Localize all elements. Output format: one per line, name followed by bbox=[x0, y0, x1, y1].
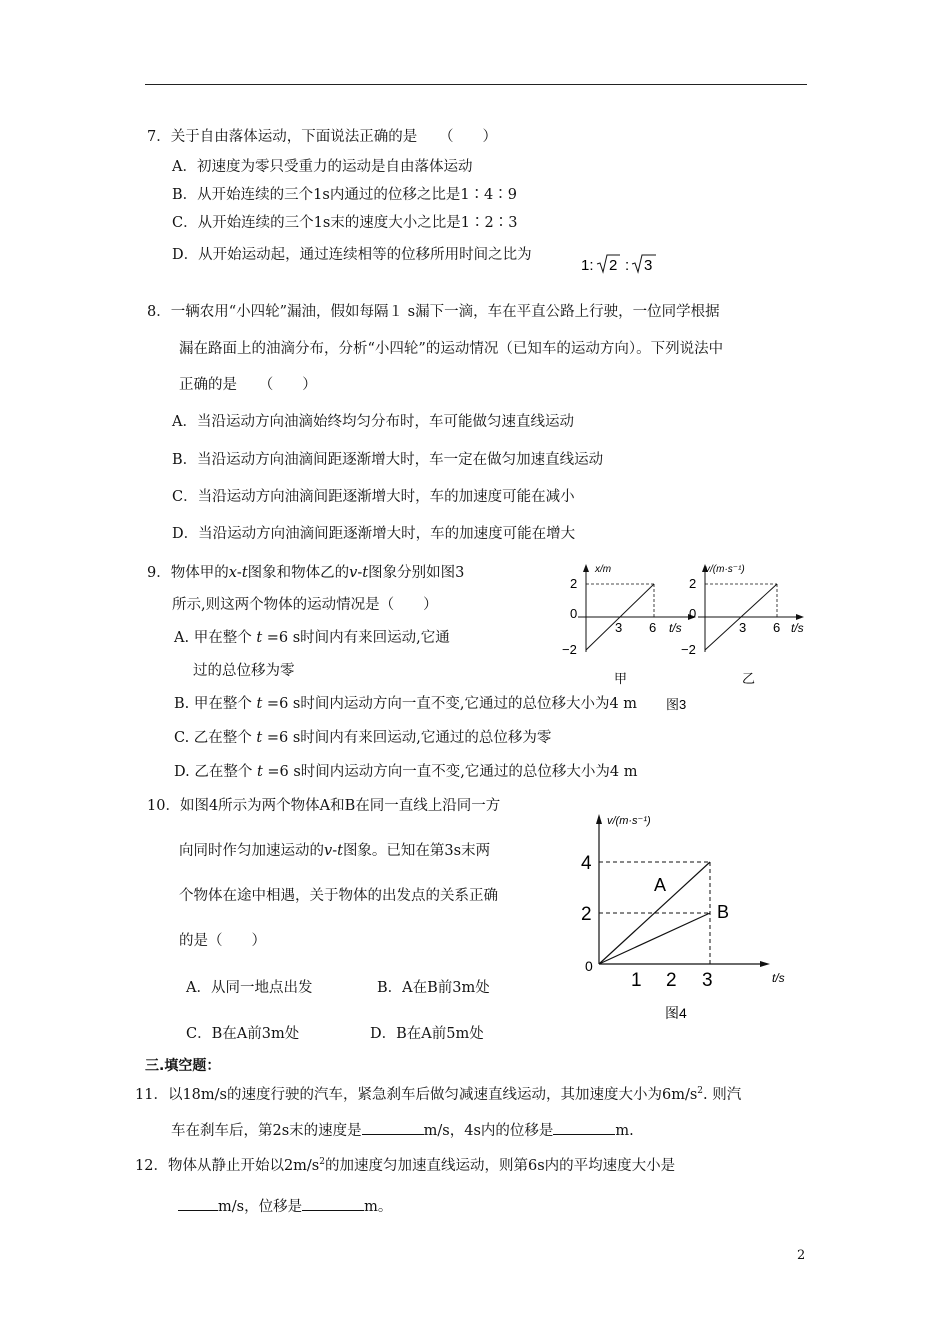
q10-line2-dash: - bbox=[332, 843, 338, 859]
jia-ylabel: x/m bbox=[595, 564, 612, 575]
fig4-y-arrow bbox=[596, 814, 602, 824]
q11-line1 bbox=[135, 1081, 741, 1105]
q9-stem-t2: t bbox=[362, 565, 369, 581]
q12-line1 bbox=[135, 1152, 675, 1176]
fig4-y4: 4 bbox=[581, 853, 592, 874]
jia-y-bottom: −2 bbox=[562, 642, 577, 657]
jia-y-top: 2 bbox=[570, 576, 578, 591]
q9-option-a-line2: 过的总位移为零 bbox=[193, 663, 295, 679]
q11-line1-post: . 则汽 bbox=[703, 1086, 742, 1103]
fig4-x3: 3 bbox=[702, 970, 713, 991]
fig4-x-arrow bbox=[760, 961, 770, 967]
q11-line2-post: m. bbox=[615, 1123, 634, 1139]
q9-c-post: =6 s时间内有来回运动,它通过的总位移为零 bbox=[266, 730, 552, 746]
q9-stem bbox=[147, 563, 464, 583]
header-rule bbox=[145, 84, 807, 85]
q8-option-a: A．当沿运动方向油滴始终均匀分布时，车可能做匀速直线运动 bbox=[172, 414, 574, 430]
fig4-y2: 2 bbox=[581, 904, 592, 925]
figure-3-label: 图3 bbox=[666, 697, 687, 712]
graph-jia bbox=[562, 564, 696, 686]
q7-d-formula bbox=[580, 250, 662, 276]
section-3-title: 三.填空题： bbox=[145, 1058, 221, 1074]
q8-line1: 8．一辆农用“小四轮”漏油，假如每隔１ s漏下一滴，车在平直公路上行驶，一位同学根据 bbox=[147, 304, 720, 320]
yi-origin: 0 bbox=[689, 606, 697, 621]
q9-stem-x: x bbox=[228, 565, 237, 581]
yi-caption: 乙 bbox=[742, 671, 756, 686]
q8-option-c: C．当沿运动方向油滴间距逐渐增大时，车的加速度可能在减小 bbox=[172, 489, 575, 505]
q10-line3: 个物体在途中相遇，关于物体的出发点的关系正确 bbox=[179, 888, 498, 904]
fig4-line-b bbox=[599, 913, 710, 964]
q7-stem: 7．关于自由落体运动，下面说法正确的是 （ ） bbox=[147, 129, 497, 145]
q10-line1: 10．如图4所示为两个物体A和B在同一直线上沿同一方 bbox=[147, 798, 501, 814]
q11-line2-mid: m/s，4s内的位移是 bbox=[423, 1123, 554, 1139]
jia-x-end: 6 bbox=[649, 620, 657, 635]
q9-a-pre: A. 甲在整个 bbox=[174, 630, 252, 646]
q12-line1-post: 的加速度匀加速直线运动，则第6s内的平均速度大小是 bbox=[325, 1157, 676, 1174]
jia-origin: 0 bbox=[570, 606, 578, 621]
q7-option-c: C．从开始连续的三个1s末的速度大小之比是1∶2∶3 bbox=[172, 215, 518, 231]
q9-c-pre: C. 乙在整个 bbox=[174, 730, 252, 746]
formula-sep: : bbox=[625, 257, 630, 274]
q11-blank-1[interactable] bbox=[362, 1122, 424, 1135]
q10-option-d: D．B在A前5m处 bbox=[370, 1026, 484, 1042]
q11-blank-2[interactable] bbox=[553, 1122, 615, 1135]
q8-option-b: B．当沿运动方向油滴间距逐渐增大时，车一定在做匀加速直线运动 bbox=[172, 452, 604, 468]
q9-option-d bbox=[174, 762, 638, 782]
formula-part-3: 3 bbox=[644, 257, 653, 274]
q10-option-a: A．从同一地点出发 bbox=[186, 980, 313, 996]
q9-option-a-line1 bbox=[174, 628, 450, 648]
jia-caption: 甲 bbox=[614, 671, 628, 686]
graph-yi bbox=[681, 564, 804, 686]
q9-stem-post: 图象分别如图3 bbox=[368, 565, 465, 581]
q11-line1-pre: 11．以18m/s的速度行驶的汽车，紧急刹车后做匀减速直线运动，其加速度大小为6m/s bbox=[135, 1086, 698, 1103]
q11-line2 bbox=[171, 1121, 634, 1141]
q12-sup: 2 bbox=[319, 1157, 325, 1167]
q9-b-post: =6 s时间内运动方向一直不变,它通过的总位移大小为4 m bbox=[266, 696, 638, 712]
q9-stem-mid: 图象和物体乙的 bbox=[247, 565, 350, 581]
q7-option-a: A．初速度为零只受重力的运动是自由落体运动 bbox=[172, 159, 473, 175]
q9-stem-line2: 所示,则这两个物体的运动情况是（ ） bbox=[172, 597, 438, 613]
q10-option-c: C．B在A前3m处 bbox=[186, 1026, 300, 1042]
q10-line2 bbox=[179, 841, 490, 861]
fig4-x2: 2 bbox=[666, 970, 677, 991]
yi-x-end: 6 bbox=[773, 620, 781, 635]
yi-xlabel: t/s bbox=[791, 621, 804, 635]
q8-line2: 漏在路面上的油滴分布，分析“小四轮”的运动情况（已知车的运动方向）。下列说法中 bbox=[179, 341, 724, 357]
fig4-label-a: A bbox=[654, 875, 667, 895]
yi-x-mid: 3 bbox=[739, 620, 747, 635]
formula-part-1: 1: bbox=[581, 257, 594, 274]
fig4-x1: 1 bbox=[631, 970, 642, 991]
q9-b-t: t bbox=[256, 696, 263, 712]
yi-x-arrow bbox=[796, 614, 804, 620]
q12-line2 bbox=[178, 1197, 392, 1217]
q11-sup: 2 bbox=[697, 1086, 704, 1096]
q10-line2-v: v bbox=[324, 843, 333, 859]
q9-a-post: =6 s时间内有来回运动,它通 bbox=[266, 630, 450, 646]
q9-a-t: t bbox=[256, 630, 263, 646]
yi-y-top: 2 bbox=[689, 576, 697, 591]
q12-line1-pre: 12．物体从静止开始以2m/s bbox=[135, 1157, 320, 1174]
q12-line2-post: m。 bbox=[364, 1199, 393, 1215]
formula-part-2: 2 bbox=[609, 257, 618, 274]
jia-xlabel: t/s bbox=[669, 621, 682, 635]
jia-y-arrow bbox=[583, 564, 589, 572]
q9-d-t: t bbox=[256, 764, 263, 780]
q12-blank-1[interactable] bbox=[178, 1198, 218, 1211]
yi-y-bottom: −2 bbox=[681, 642, 696, 657]
q9-option-c bbox=[174, 728, 551, 748]
q7-option-d: D．从开始运动起，通过连续相等的位移所用时间之比为 bbox=[172, 247, 532, 263]
q11-line2-pre: 车在刹车后，第2s末的速度是 bbox=[171, 1123, 362, 1139]
q9-d-post: =6 s时间内运动方向一直不变,它通过的总位移大小为4 m bbox=[267, 764, 638, 780]
fig4-caption: 图4 bbox=[665, 1005, 687, 1021]
q9-stem-dash1: - bbox=[236, 565, 242, 581]
q10-line2-t: t bbox=[337, 843, 343, 859]
jia-x-mid: 3 bbox=[615, 620, 623, 635]
q8-option-d: D．当沿运动方向油滴间距逐渐增大时，车的加速度可能在增大 bbox=[172, 526, 576, 542]
page-number: 2 bbox=[797, 1248, 806, 1263]
q10-line2-pre: 向同时作匀加速运动的 bbox=[179, 843, 324, 859]
figure-4 bbox=[574, 800, 804, 1030]
fig4-label-b: B bbox=[717, 902, 730, 922]
q9-stem-pre: 9．物体甲的 bbox=[147, 565, 229, 581]
figure-3 bbox=[548, 556, 810, 718]
q9-stem-v: v bbox=[349, 565, 358, 581]
fig4-ylabel: v/(m·s⁻¹) bbox=[607, 815, 651, 827]
q10-line2-post: 图象。已知在第3s末两 bbox=[342, 843, 491, 859]
q12-blank-2[interactable] bbox=[302, 1198, 364, 1211]
q9-d-pre: D. 乙在整个 bbox=[174, 764, 253, 780]
q9-b-pre: B. 甲在整个 bbox=[174, 696, 252, 712]
yi-ylabel: v/(m·s⁻¹) bbox=[705, 564, 745, 575]
q10-line4: 的是（ ） bbox=[179, 933, 266, 949]
q9-stem-dash2: - bbox=[357, 565, 363, 581]
q7-option-b: B．从开始连续的三个1s内通过的位移之比是1∶4∶9 bbox=[172, 187, 517, 203]
q9-c-t: t bbox=[256, 730, 263, 746]
fig4-xlabel: t/s bbox=[772, 971, 785, 985]
q10-option-b: B．A在B前3m处 bbox=[377, 980, 490, 996]
q8-line3: 正确的是 （ ） bbox=[179, 377, 317, 393]
q12-line2-mid: m/s，位移是 bbox=[218, 1199, 303, 1215]
q9-stem-t1: t bbox=[241, 565, 248, 581]
fig4-origin: 0 bbox=[585, 958, 593, 974]
